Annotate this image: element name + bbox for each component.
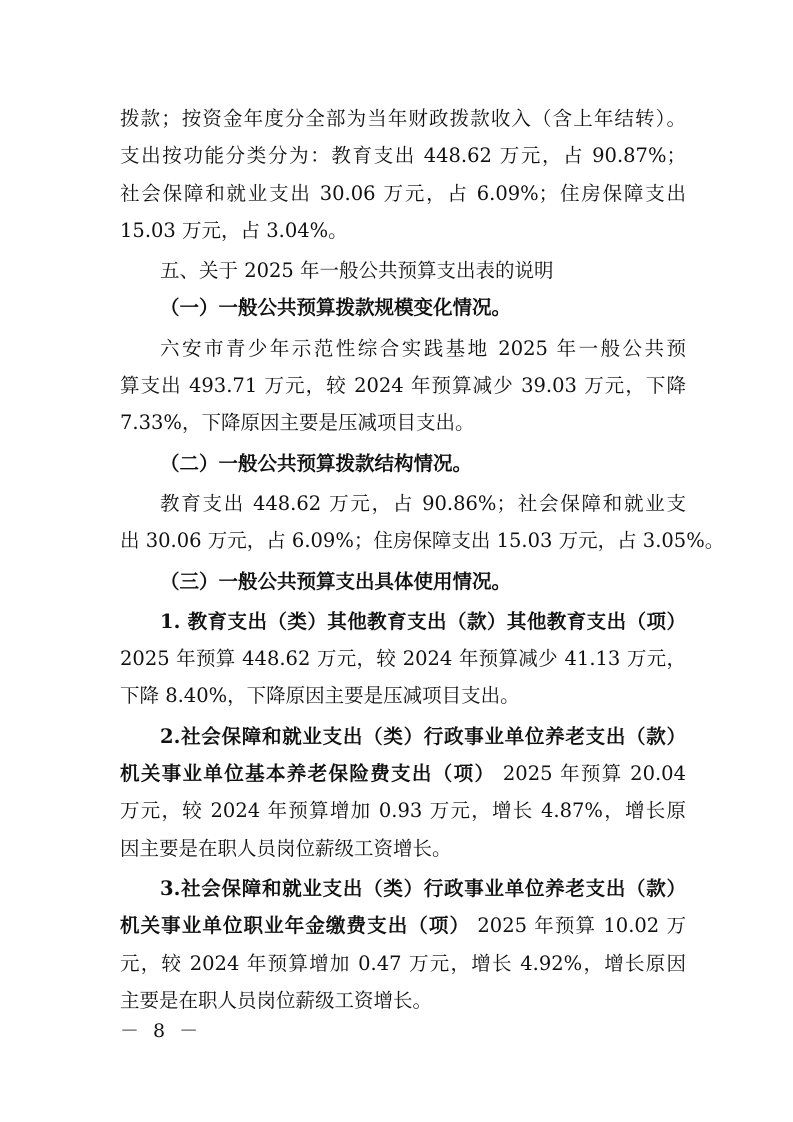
item-three-title: 3.社会保障和就业支出（类）行政事业单位养老支出（款）	[160, 876, 686, 900]
text-line: 万元，较 2024 年预算增加 0.93 万元，增长 4.87%，增长原	[120, 799, 686, 823]
scale-change-paragraph	[120, 330, 686, 442]
text-line: 7.33%，下降原因主要是压减项目支出。	[120, 411, 475, 435]
text-line: 因主要是在职人员岗位薪级工资增长。	[120, 836, 452, 860]
item-one-paragraph	[120, 603, 686, 715]
text-line: 支出按功能分类分为：教育支出 448.62 万元，占 90.87%；	[120, 144, 686, 168]
item-two-title-cont: 机关事业单位基本养老保险费支出（项）	[120, 762, 496, 786]
subsection-two-heading: （二）一般公共预算拨款结构情况。	[160, 451, 473, 475]
text-line: 算支出 493.71 万元，较 2024 年预算减少 39.03 万元，下降	[120, 374, 686, 398]
text-line: 六安市青少年示范性综合实践基地 2025 年一般公共预	[160, 336, 686, 360]
text-line: 15.03 万元，占 3.04%。	[120, 218, 348, 242]
item-three-paragraph	[120, 870, 686, 1019]
subsection-three-heading: （三）一般公共预算支出具体使用情况。	[160, 569, 512, 593]
text-line: 出 30.06 万元，占 6.09%；住房保障支出 15.03 万元，占 3.05%。	[120, 529, 725, 553]
text-line: 2025 年预算 448.62 万元，较 2024 年预算减少 41.13 万元，	[120, 647, 686, 671]
text-line: 下降 8.40%，下降原因主要是压减项目支出。	[120, 684, 520, 708]
document-page	[120, 100, 725, 1019]
item-two-budget: 2025 年预算 20.04	[502, 762, 686, 786]
subsection-one-heading: （一）一般公共预算拨款规模变化情况。	[160, 296, 512, 320]
text-line	[120, 907, 686, 944]
structure-paragraph	[120, 485, 725, 560]
page-number: － 8 －	[120, 1020, 203, 1042]
item-one-title: 1. 教育支出（类）其他教育支出（款）其他教育支出（项）	[160, 609, 686, 633]
item-two-title: 2.社会保障和就业支出（类）行政事业单位养老支出（款）	[160, 724, 686, 748]
text-line	[120, 755, 686, 792]
funding-summary-paragraph	[120, 100, 686, 249]
text-line: 元，较 2024 年预算增加 0.47 万元，增长 4.92%，增长原因	[120, 951, 686, 975]
text-line: 教育支出 448.62 万元，占 90.86%；社会保障和就业支	[160, 491, 686, 515]
text-line: 拨款；按资金年度分全部为当年财政拨款收入（含上年结转）。	[120, 107, 686, 130]
item-two-paragraph	[120, 718, 686, 867]
item-three-title-cont: 机关事业单位职业年金缴费支出（项）	[120, 914, 471, 938]
item-three-budget: 2025 年预算 10.02 万	[477, 914, 686, 938]
text-line: 社会保障和就业支出 30.06 万元，占 6.09%；住房保障支出	[120, 181, 686, 205]
text-line: 主要是在职人员岗位薪级工资增长。	[120, 988, 433, 1012]
section-five-heading: 五、关于 2025 年一般公共预算支出表的说明	[160, 259, 554, 283]
